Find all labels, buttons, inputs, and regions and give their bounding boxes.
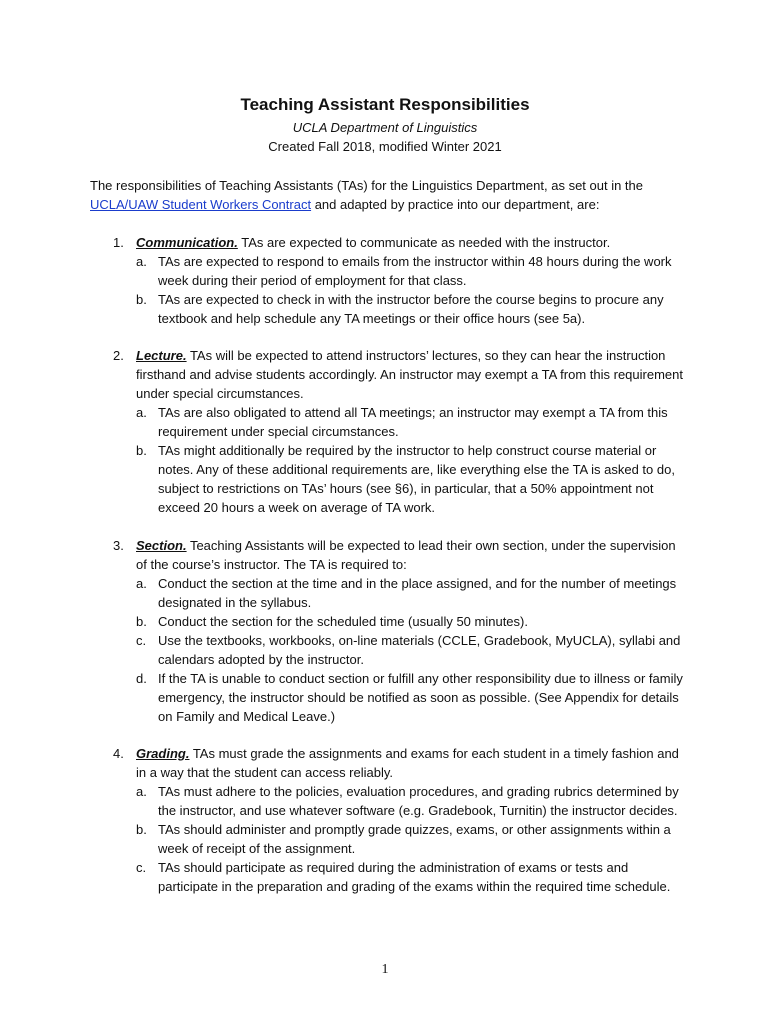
item-text: TAs are also obligated to attend all TA meetings; an instructor may exempt a TA from this requirement under special circumstances. <box>158 405 668 439</box>
item-letter: b. <box>136 614 147 629</box>
list-item <box>136 403 683 441</box>
section-body <box>136 346 683 403</box>
section-text: Teaching Assistants will be expected to lead their own section, under the supervision of the course’s instructor. The TA is required to: <box>136 538 676 572</box>
list-item <box>136 574 683 612</box>
section-text: TAs must grade the assignments and exams for each student in a timely fashion and in a way that the student can access reliably. <box>136 746 679 780</box>
list-item <box>136 669 683 726</box>
item-text: TAs are expected to check in with the instructor before the course begins to procure any textbook and help schedule any TA meetings or their office hours (see 5a). <box>158 292 664 326</box>
section-lecture <box>113 346 683 517</box>
item-letter: a. <box>136 576 147 591</box>
item-letter: d. <box>136 671 147 686</box>
section-number: 3. <box>113 538 124 553</box>
section-number: 1. <box>113 235 124 250</box>
intro-text-before: The responsibilities of Teaching Assistants (TAs) for the Linguistics Department, as set out in the <box>90 178 644 193</box>
item-text: Use the textbooks, workbooks, on-line materials (CCLE, Gradebook, MyUCLA), syllabi and calendars adopted by the instructor. <box>158 633 681 667</box>
item-letter: b. <box>136 292 147 307</box>
intro-paragraph <box>90 176 690 214</box>
list-item <box>136 858 683 896</box>
list-item <box>136 252 683 290</box>
list-item <box>136 782 683 820</box>
department-subtitle: UCLA Department of Linguistics <box>292 120 478 135</box>
list-item <box>136 631 683 669</box>
item-letter: a. <box>136 405 147 420</box>
section-body <box>136 744 683 782</box>
contract-link[interactable]: UCLA/UAW Student Workers Contract <box>90 197 312 212</box>
list-item <box>136 612 683 631</box>
list-item <box>136 441 683 517</box>
item-letter: a. <box>136 254 147 269</box>
section-heading: Grading. <box>136 746 190 761</box>
intro-text-after: and adapted by practice into our department, are: <box>311 197 600 212</box>
section-section <box>113 536 683 726</box>
section-heading: Section. <box>136 538 187 553</box>
section-number: 2. <box>113 348 124 363</box>
section-text: TAs will be expected to attend instructors’ lectures, so they can hear the instruction firsthand and advise students accordingly. An instructor may exempt a TA from this requirement under special circumstances. <box>136 348 683 401</box>
page-number: 1 <box>381 962 389 977</box>
list-item <box>136 820 683 858</box>
document-title: Teaching Assistant Responsibilities <box>240 95 530 114</box>
item-letter: b. <box>136 443 147 458</box>
item-text: TAs should participate as required during the administration of exams or tests and participate in the preparation and grading of the exams within the required time schedule. <box>158 860 671 894</box>
item-text: Conduct the section at the time and in the place assigned, and for the number of meetings designated in the syllabus. <box>158 576 677 610</box>
item-text: Conduct the section for the scheduled time (usually 50 minutes). <box>158 614 528 629</box>
created-date: Created Fall 2018, modified Winter 2021 <box>268 139 502 154</box>
section-communication <box>113 233 683 328</box>
section-body <box>136 233 683 252</box>
item-letter: a. <box>136 784 147 799</box>
section-heading: Lecture. <box>136 348 187 363</box>
item-letter: c. <box>136 633 147 648</box>
section-text: TAs are expected to communicate as needed with the instructor. <box>237 235 611 250</box>
section-grading <box>113 744 683 896</box>
item-text: TAs might additionally be required by the instructor to help construct course material or notes. Any of these additional requirements are, like everything else the TA is asked to do, subject to restrictions on TAs’ hours (see §6), in particular, that a 50% appointment not exceed 20 hours a week on average of TA work. <box>158 443 675 515</box>
section-heading: Communication. <box>136 235 238 250</box>
item-text: If the TA is unable to conduct section or fulfill any other responsibility due to illness or family emergency, the instructor should be notified as soon as possible. (See Appendix for details on Family and Medical Leave.) <box>158 671 683 724</box>
item-text: TAs are expected to respond to emails from the instructor within 48 hours during the work week during their period of employment for that class. <box>158 254 672 288</box>
section-body <box>136 536 683 574</box>
item-text: TAs should administer and promptly grade quizzes, exams, or other assignments within a week of receipt of the assignment. <box>158 822 671 856</box>
item-letter: b. <box>136 822 147 837</box>
section-number: 4. <box>113 746 124 761</box>
item-letter: c. <box>136 860 147 875</box>
list-item <box>136 290 683 328</box>
item-text: TAs must adhere to the policies, evaluation procedures, and grading rubrics determined by the instructor, and use whatever software (e.g. Gradebook, Turnitin) the instructor decides. <box>158 784 679 818</box>
